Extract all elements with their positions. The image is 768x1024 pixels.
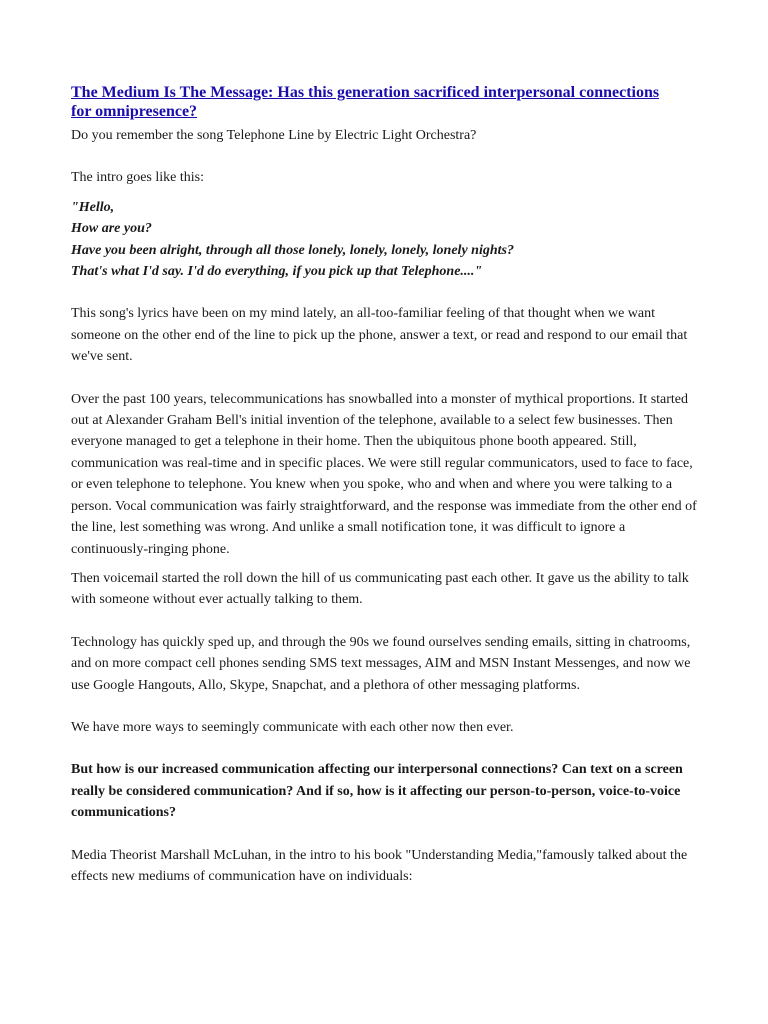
intro-lead: The intro goes like this:: [71, 170, 204, 186]
paragraph-lyrics-reflection: This song's lyrics have been on my mind lately, an all-too-familiar feeling of that thought when we want someone on the other end of the line to pick up the phone, answer a text, or read and respond to our email that we've sent.: [71, 306, 688, 365]
lyric-line: How are you?: [71, 221, 152, 237]
lyric-line: That's what I'd say. I'd do everything, if you pick up that Telephone....": [71, 264, 483, 280]
paragraph-telecom-history: Over the past 100 years, telecommunications has snowballed into a monster of mythical proportions. It started out at Alexander Graham Bell's initial invention of the telephone, available to a select few businesses. Then everyone managed to get a telephone in their home. Then the ubiquitous phone booth appeared. Still, communication was real-time and in specific places. We were still regular communicators, used to face to face, or even telephone to telephone. You knew when you spoke, who and when and where you were talking to a person. Vocal communication was fairly straightforward, and the response was immediate from the other end of the line, lest something was wrong. And unlike a small notification tone, it was difficult to ignore a continuously-ringing phone.: [71, 391, 697, 557]
paragraph-key-question: But how is our increased communication affecting our interpersonal connections? Can text on a screen really be considered communication? And if so, how is it affecting our person-to-person, voice-to-voice communications?: [71, 762, 683, 821]
paragraph-more-ways: We have more ways to seemingly communicate with each other now then ever.: [71, 719, 514, 735]
intro-question: Do you remember the song Telephone Line by Electric Light Orchestra?: [71, 128, 477, 143]
lyrics-block: [71, 197, 701, 283]
article-body: [71, 83, 701, 887]
paragraph-technology: Technology has quickly sped up, and through the 90s we found ourselves sending emails, sitting in chatrooms, and on more compact cell phones sending SMS text messages, AIM and MSN Instant Messenges, and now we use Google Hangouts, Allo, Skype, Snapchat, and a plethora of other messaging platforms.: [71, 634, 691, 693]
paragraph-mcluhan: Media Theorist Marshall McLuhan, in the intro to his book "Understanding Media,"famously talked about the effects new mediums of communication have on individuals:: [71, 847, 688, 884]
lyric-line: Have you been alright, through all those lonely, lonely, lonely, lonely nights?: [71, 242, 514, 258]
lyric-line: "Hello,: [71, 199, 115, 215]
article-title-link[interactable]: The Medium Is The Message: Has this generation sacrificed interpersonal connections for omnipresence?: [71, 84, 660, 120]
paragraph-voicemail: Then voicemail started the roll down the hill of us communicating past each other. It gave us the ability to talk with someone without ever actually talking to them.: [71, 570, 689, 608]
